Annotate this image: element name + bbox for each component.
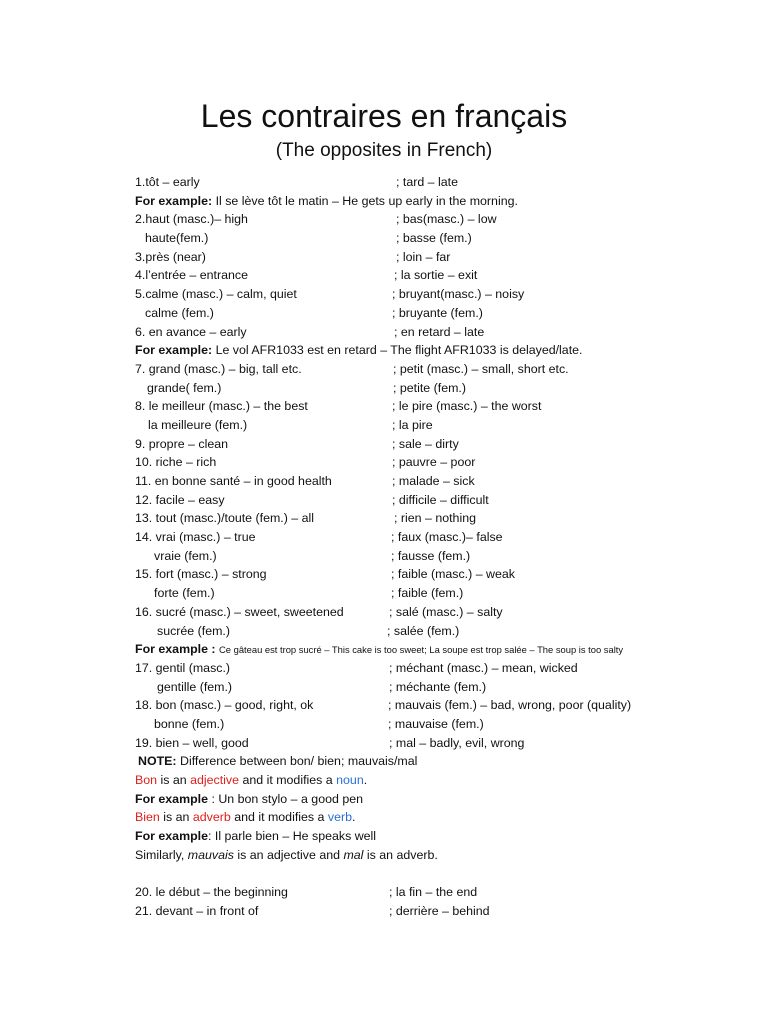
- pair-line: [135, 547, 755, 566]
- pair-line: [135, 210, 755, 229]
- pair-left: forte (fem.): [154, 586, 215, 601]
- pair-left: 17. gentil (masc.): [135, 660, 231, 675]
- example-label: For example: [135, 791, 208, 806]
- pair-left: 20. le début – the beginning: [135, 885, 288, 900]
- pair-line: [135, 509, 755, 528]
- pair-right: ; méchante (fem.): [389, 679, 487, 694]
- example-text: Il se lève tôt le matin – He gets up early in the morning.: [215, 193, 518, 208]
- bien-word: Bien: [135, 810, 160, 825]
- pair-line: [135, 528, 755, 547]
- example-line: [135, 192, 755, 211]
- pair-left: calme (fem.): [145, 305, 214, 320]
- pair-line: [135, 696, 755, 715]
- pair-left: gentille (fem.): [157, 679, 233, 694]
- pair-line: [135, 472, 755, 491]
- pair-right: ; bruyant(masc.) – noisy: [392, 287, 525, 302]
- pair-line: [135, 491, 755, 510]
- pair-right: ; pauvre – poor: [392, 455, 476, 470]
- adjective-word: adjective: [190, 773, 240, 787]
- similarly-line: [135, 846, 755, 865]
- pair-line: [135, 248, 755, 267]
- pair-right: ; bruyante (fem.): [392, 305, 483, 320]
- pair-right: ; salé (masc.) – salty: [389, 604, 503, 619]
- example-text: Le vol AFR1033 est en retard – The flight AFR1033 is delayed/late.: [215, 343, 583, 358]
- pair-right: ; salée (fem.): [387, 623, 460, 638]
- verb-word: verb: [327, 810, 352, 825]
- pair-left: 15. fort (masc.) – strong: [135, 567, 267, 582]
- pair-right: ; fausse (fem.): [391, 548, 471, 563]
- similarly-text-3: is an adverb.: [363, 847, 438, 862]
- pair-line: [135, 734, 755, 753]
- mauvais-word: mauvais: [187, 847, 234, 862]
- pair-left: bonne (fem.): [154, 716, 225, 731]
- pair-line: [135, 416, 755, 435]
- pair-line: [135, 285, 755, 304]
- example-line: [135, 640, 755, 659]
- bien-explanation: [135, 808, 755, 827]
- pair-right: ; tard – late: [396, 175, 458, 189]
- pairs-block: [135, 173, 755, 752]
- pair-right: ; mauvaise (fem.): [388, 716, 484, 731]
- pair-left: grande( fem.): [147, 380, 222, 395]
- pair-line: [135, 883, 755, 902]
- pair-left: 11. en bonne santé – in good health: [135, 474, 332, 488]
- pair-right: ; mauvais (fem.) – bad, wrong, poor (quality): [388, 698, 632, 713]
- pair-right: ; méchant (masc.) – mean, wicked: [389, 660, 578, 675]
- pair-left: la meilleure (fem.): [148, 417, 248, 432]
- pair-right: ; bas(masc.) – low: [396, 212, 497, 227]
- example-label: For example:: [135, 343, 216, 358]
- page-subtitle: (The opposites in French): [275, 140, 493, 161]
- pair-left: 1.tôt – early: [135, 175, 200, 189]
- pair-line: [135, 603, 755, 622]
- pair-line: [135, 397, 755, 416]
- note-line: [135, 752, 755, 771]
- example-label: For example: [135, 829, 208, 844]
- page-title: Les contraires en français: [200, 98, 568, 134]
- pair-right: ; difficile – difficult: [392, 492, 489, 507]
- pair-right: ; faible (fem.): [391, 586, 464, 601]
- note-text: Difference between bon/ bien; mauvais/mal: [176, 754, 418, 769]
- noun-word: noun: [336, 773, 364, 787]
- pair-left: 2.haut (masc.)– high: [135, 212, 248, 227]
- pair-right: ; basse (fem.): [396, 231, 472, 246]
- pair-line: [135, 902, 755, 921]
- pair-left: vraie (fem.): [154, 548, 217, 563]
- pair-left: 19. bien – well, good: [135, 735, 249, 750]
- adverb-word: adverb: [192, 810, 231, 825]
- example-text: Ce gâteau est trop sucré – This cake is too sweet; La soupe est trop salée – The soup is too salty: [219, 644, 624, 656]
- pair-left: 16. sucré (masc.) – sweet, sweetened: [135, 604, 344, 619]
- pair-left: sucrée (fem.): [157, 623, 230, 638]
- pair-line: [135, 379, 755, 398]
- example-bon-text: : Un bon stylo – a good pen: [208, 791, 363, 806]
- pair-line: [135, 678, 755, 697]
- pair-left: 14. vrai (masc.) – true: [135, 530, 256, 545]
- pair-left: 12. facile – easy: [135, 492, 225, 507]
- pair-right: ; la sortie – exit: [394, 268, 478, 283]
- pair-line: [135, 565, 755, 584]
- example-bien-text: : Il parle bien – He speaks well: [208, 829, 377, 844]
- pair-left: 6. en avance – early: [135, 324, 247, 339]
- pair-line: [135, 304, 755, 323]
- pair-right: ; malade – sick: [392, 474, 475, 488]
- bien-text-3: .: [352, 810, 356, 825]
- pair-line: [135, 659, 755, 678]
- pair-line: [135, 453, 755, 472]
- similarly-text-1: Similarly,: [135, 847, 188, 862]
- pair-line: [135, 435, 755, 454]
- pair-line: [135, 584, 755, 603]
- pair-left: 3.près (near): [135, 249, 206, 264]
- pair-right: ; loin – far: [396, 249, 451, 264]
- similarly-text-2: is an adjective and: [233, 847, 344, 862]
- pair-line: [135, 622, 755, 641]
- pair-line: [135, 266, 755, 285]
- pair-right: ; la pire: [392, 417, 433, 432]
- pair-line: [135, 715, 755, 734]
- bon-text-3: .: [363, 773, 368, 787]
- pair-left: 18. bon (masc.) – good, right, ok: [135, 698, 314, 713]
- pair-right: ; petit (masc.) – small, short etc.: [393, 361, 569, 376]
- end-pairs-block: [135, 883, 755, 920]
- pair-right: ; le pire (masc.) – the worst: [392, 399, 542, 414]
- example-bien-line: [135, 827, 755, 846]
- pair-right: ; petite (fem.): [393, 380, 466, 395]
- bon-text-1: is an: [157, 773, 191, 787]
- pair-right: ; rien – nothing: [394, 511, 476, 526]
- pair-line: [135, 229, 755, 248]
- note-label: NOTE:: [138, 754, 177, 769]
- pair-line: [135, 323, 755, 342]
- pair-right: ; la fin – the end: [389, 885, 478, 900]
- example-label: For example:: [135, 193, 216, 208]
- bien-text-2: and it modifies a: [230, 810, 328, 825]
- pair-right: ; faux (masc.)– false: [391, 530, 503, 545]
- mal-word: mal: [343, 847, 364, 862]
- pair-line: [135, 360, 755, 379]
- pair-line: [135, 173, 755, 192]
- pair-left: 7. grand (masc.) – big, tall etc.: [135, 361, 302, 376]
- pair-right: ; en retard – late: [394, 324, 485, 339]
- pair-left: 13. tout (masc.)/toute (fem.) – all: [135, 511, 315, 526]
- pair-left: 21. devant – in front of: [135, 903, 259, 918]
- pair-right: ; faible (masc.) – weak: [391, 567, 515, 582]
- pair-left: 9. propre – clean: [135, 436, 228, 451]
- pair-left: 10. riche – rich: [135, 455, 217, 470]
- pair-right: ; mal – badly, evil, wrong: [389, 735, 525, 750]
- example-bon-line: [135, 790, 755, 809]
- example-line: [135, 341, 755, 360]
- bien-text-1: is an: [159, 810, 193, 825]
- bon-text-2: and it modifies a: [239, 773, 337, 787]
- blank-line: [135, 864, 755, 883]
- bon-word: Bon: [135, 773, 158, 787]
- pair-left: 4.l’entrée – entrance: [135, 268, 248, 283]
- pair-left: 5.calme (masc.) – calm, quiet: [135, 287, 297, 302]
- example-label: For example :: [135, 642, 220, 657]
- opposites-list: [135, 173, 755, 921]
- pair-right: ; derrière – behind: [389, 903, 490, 918]
- pair-right: ; sale – dirty: [392, 436, 459, 451]
- bon-explanation: [135, 771, 755, 790]
- pair-left: 8. le meilleur (masc.) – the best: [135, 399, 308, 414]
- pair-left: haute(fem.): [145, 231, 209, 246]
